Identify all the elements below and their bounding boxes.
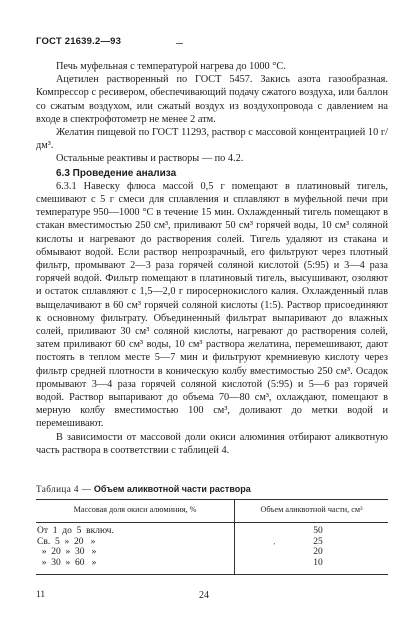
body-text-top bbox=[36, 60, 388, 457]
table-caption bbox=[36, 484, 251, 494]
header-dash-mark bbox=[176, 43, 183, 44]
aliquot-table bbox=[36, 499, 388, 575]
table-row-volume: 10 bbox=[313, 557, 323, 568]
footer-left-number: 11 bbox=[36, 590, 46, 600]
paragraph-analysis-procedure: 6.3.1 Навеску флюса массой 0,5 г помещают в платиновый тигель, смешивают с 5 г смеси для сплавления и сплавляют в муфельной печи при температуре 950—1000 °С в течение 15 мин. Охлажденный тигель помещают в стакан вместимостью 250 см³, приливают 50 см³ горячей воды, 10 см³ соляной кислоты и нагревают до растворения солей. Тигель удаляют из стакана и обмывают водой. Если раствор непрозрачный, его фильтруют через плотный фильтр, промывают 2—3 раза горячей соляной кислотой (5:95) и 3—4 раза горячей водой. Фильтр помещают в платиновый тигель, высушивают, озоляют и остаток сплавляют с 1,5—2,0 г пиросернокислого калия. Охлажденный плав выщелачивают в 60 см³ горячей соляной кислоты (1:5). Раствор присоединяют к основному фильтрату. Объединенный фильтрат выпаривают до влажных солей, приливают 30 см³ соляной кислоты, нагревают до растворения солей, затем приливают 60 см³ воды, 10 см³ раствора желатина, перемешивают, дают постоять в теплом месте 5—7 мин и фильтруют кремниевую кислоту через фильтр средней плотности в коническую колбу вместимостью 250 см³. Осадок промывают 3—4 раза горячей соляной кислотой (5:95) и 5—6 раз горячей водой. Раствор выпаривают до объема 70—80 см³, охлаждают, помещают в мерную колбу вместимостью 100 см³, доливают до метки водой и перемешивают. bbox=[36, 180, 388, 430]
table-header-aliquot-volume: Объем аликвотной части, см³ bbox=[260, 505, 363, 514]
table-row-volume: 50 bbox=[313, 526, 323, 536]
paragraph-gelatin: Желатин пищевой по ГОСТ 11293, раствор с массовой концентрацией 10 г/дм³. bbox=[36, 127, 388, 152]
paragraph-aliquot: В зависимости от массовой доли окиси алюминия отбирают аликвотную часть раствора в соответствии с таблицей 4. bbox=[36, 431, 388, 456]
section-heading: 6.3 Проведение анализа bbox=[56, 167, 177, 179]
paragraph-acetylene: Ацетилен растворенный по ГОСТ 5457. Закись азота газообразная. Компрессор с ресивером, обеспечивающий подачу сжатого воздуха, или баллон со сжатым воздухом, или сжатый воздух из воздухопровода с давлением на входе в спектрофотометр не менее 2 атм. bbox=[36, 74, 388, 125]
page-number: 24 bbox=[199, 590, 209, 601]
paragraph-muffle-furnace: Печь муфельная с температурой нагрева до 1000 °С. bbox=[56, 61, 286, 72]
document-header: ГОСТ 21639.2—93 bbox=[36, 36, 122, 47]
table-row-volume: 20 bbox=[313, 547, 323, 558]
table-row-volume: 25 bbox=[313, 536, 323, 547]
table-stray-mark: ʼ bbox=[273, 542, 276, 550]
table-caption-title: Объем аликвотной части раствора bbox=[93, 484, 251, 494]
table-row-range: » 30 » 60 » bbox=[37, 557, 97, 568]
table-header-mass-fraction: Массовая доля окиси алюминия, % bbox=[73, 505, 197, 514]
table-volume-column bbox=[306, 526, 330, 568]
table-caption-prefix: Таблица 4 — bbox=[36, 484, 94, 494]
table-row-range: » 20 » 30 » bbox=[37, 547, 97, 558]
paragraph-other-reagents: Остальные реактивы и растворы — по 4.2. bbox=[56, 153, 244, 165]
table-row-range: От 1 до 5 включ. bbox=[37, 526, 114, 536]
table-range-column bbox=[37, 526, 114, 568]
table-row-range: Св. 5 » 20 » bbox=[37, 536, 96, 547]
table-header-divider bbox=[36, 522, 388, 523]
